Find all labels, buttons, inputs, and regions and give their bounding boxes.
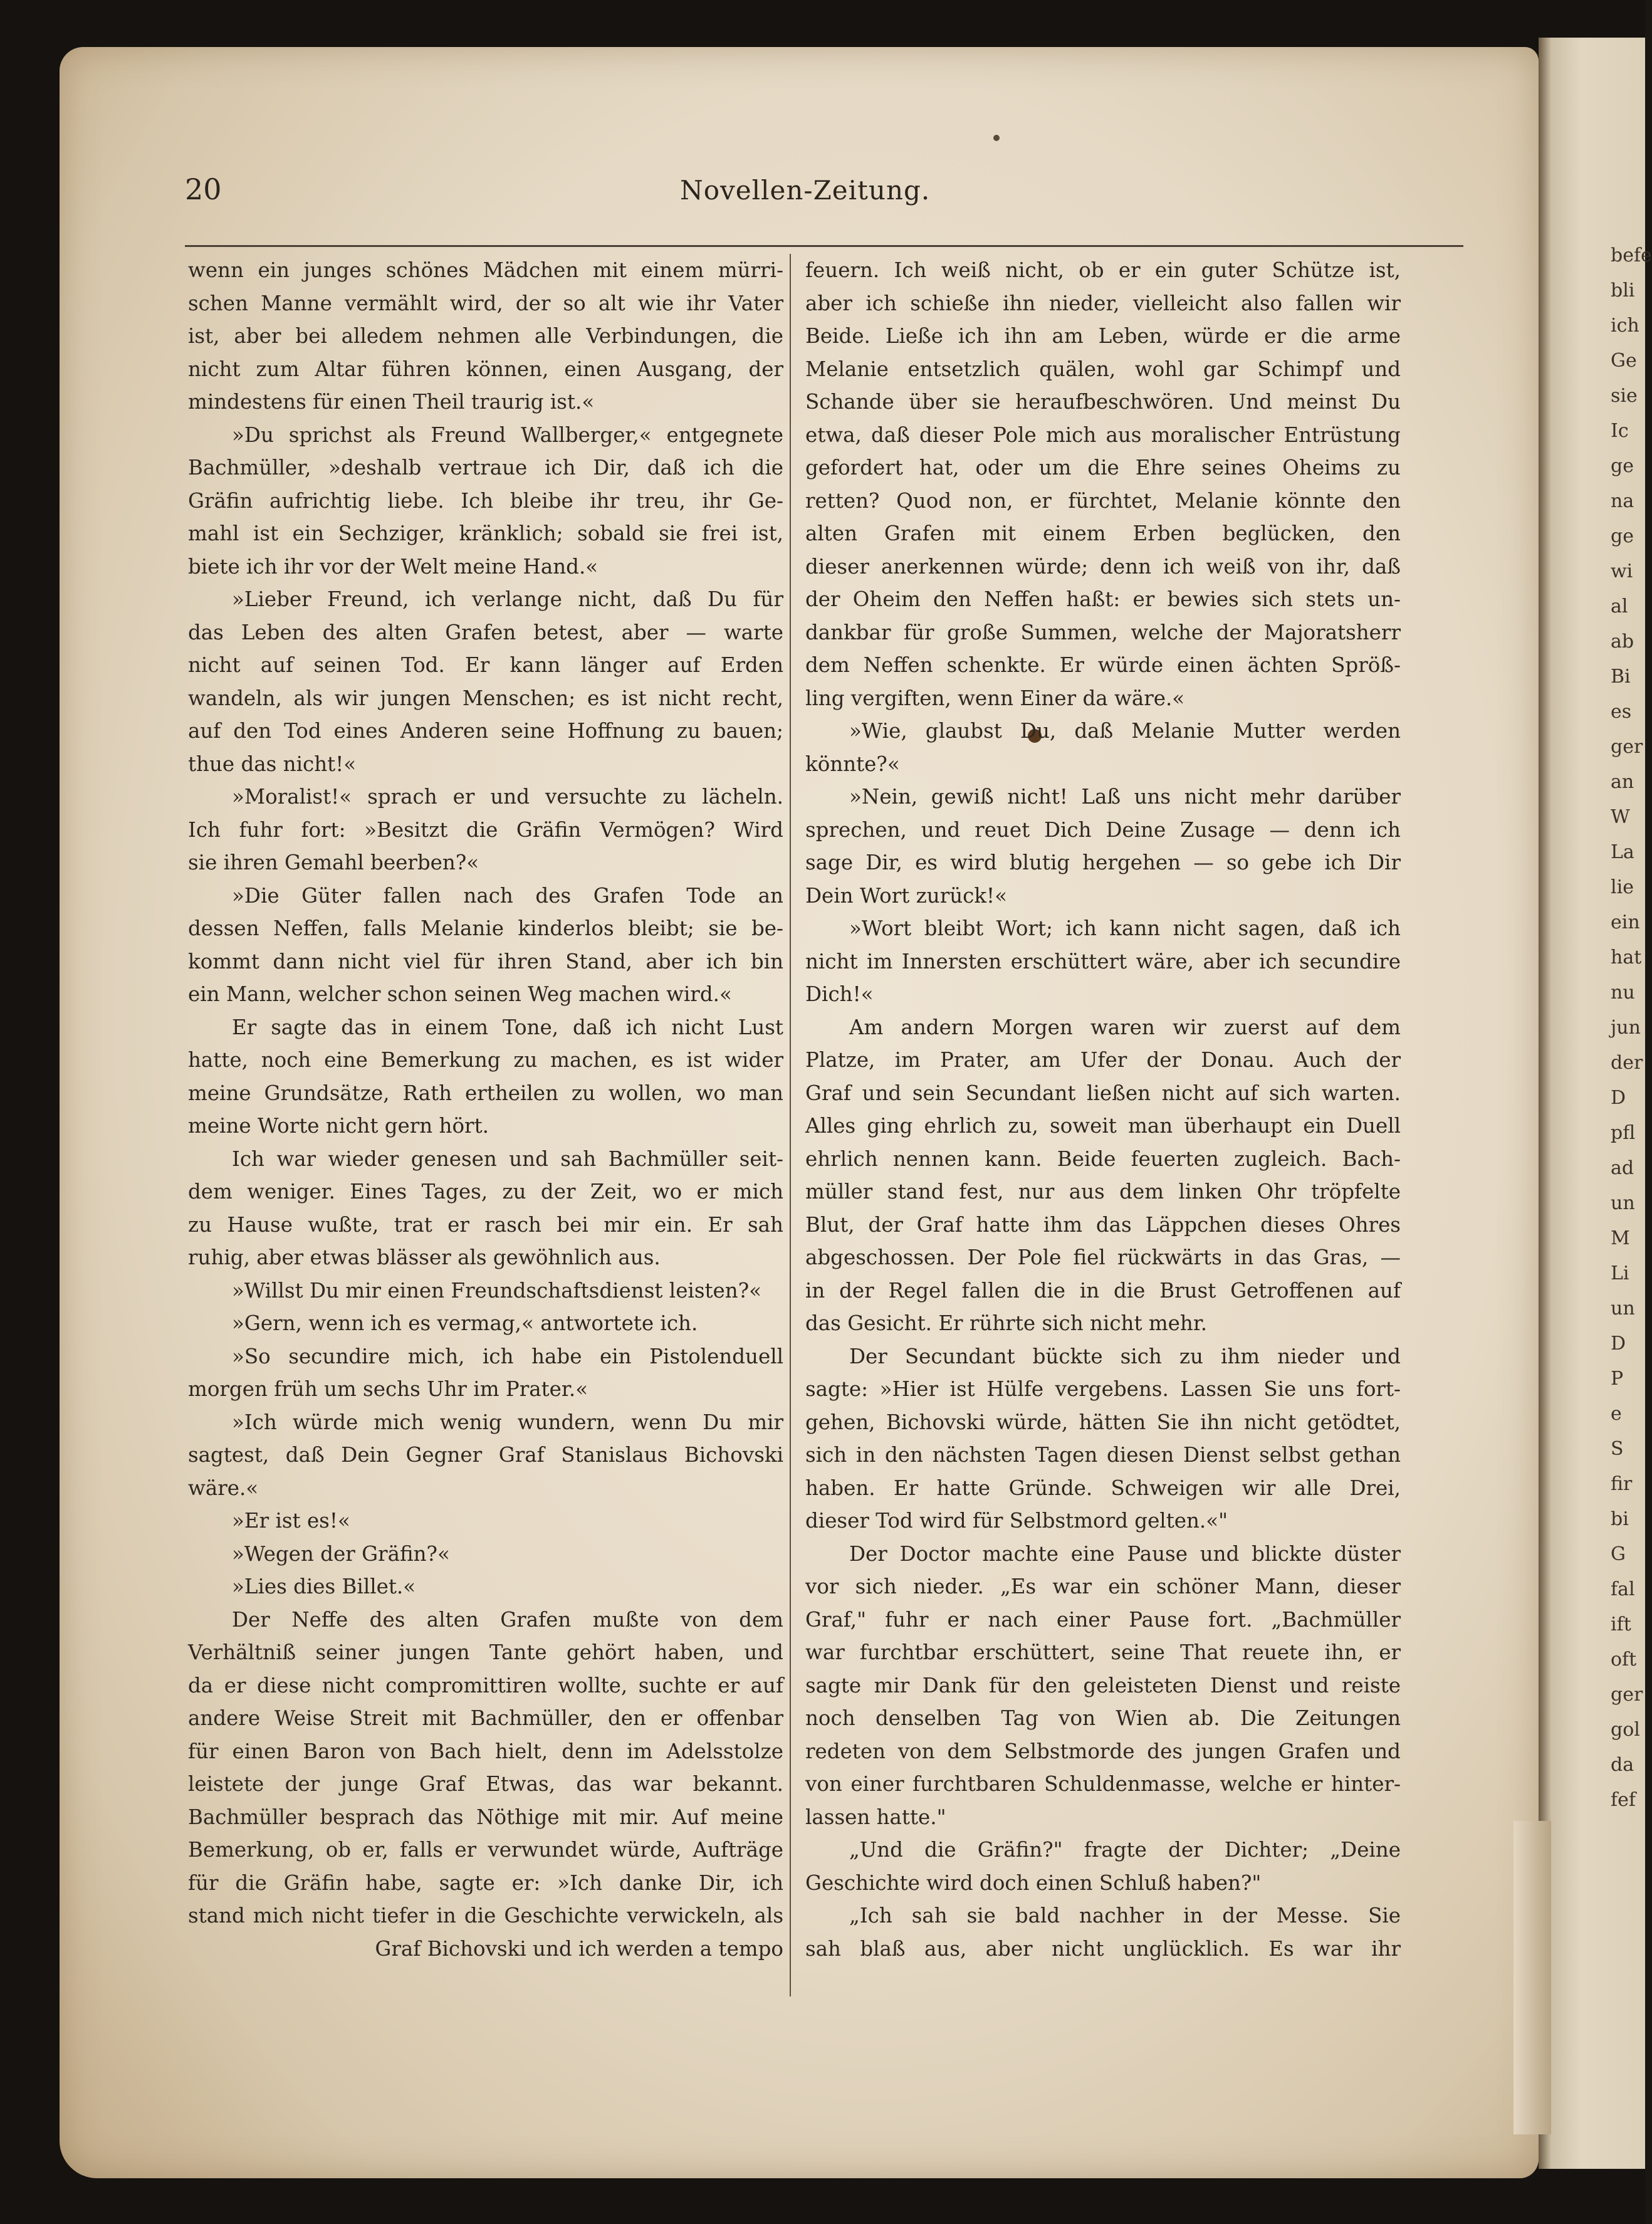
text-line: feuern. Ich weiß nicht, ob er ein guter Schütze ist,	[805, 258, 1401, 282]
text-line: »Willst Du mir einen Freundschaftsdienst leisten?«	[232, 1278, 762, 1303]
facing-page-fragment: e	[1611, 1403, 1622, 1425]
text-line: morgen früh um sechs Uhr im Prater.«	[188, 1377, 588, 1401]
text-line: Er sagte das in einem Tone, daß ich nicht Lust	[232, 1015, 783, 1039]
facing-page-fragment: La	[1611, 841, 1634, 863]
text-line: wenn ein junges schönes Mädchen mit einem mürri-	[188, 258, 783, 282]
text-line: Melanie entsetzlich quälen, wohl gar Schimpf und	[805, 357, 1401, 381]
text-line: meine Worte nicht gern hört.	[188, 1114, 489, 1138]
text-line: Ich war wieder genesen und sah Bachmüller seit-	[232, 1146, 783, 1171]
text-line: mindestens für einen Theil traurig ist.«	[188, 390, 595, 414]
text-line: nicht zum Altar führen können, einen Ausgang, der	[188, 357, 783, 381]
text-line: thue das nicht!«	[188, 752, 357, 776]
left-column	[188, 254, 783, 1965]
text-line: Gräfin aufrichtig liebe. Ich bleibe ihr treu, ihr Ge-	[188, 488, 783, 513]
text-line: dem weniger. Eines Tages, zu der Zeit, wo er mich	[188, 1180, 783, 1204]
text-line: »Die Güter fallen nach des Grafen Tode an	[232, 883, 783, 908]
text-line: kommt dann nicht viel für ihren Stand, aber ich bin	[188, 949, 783, 973]
column-divider	[790, 254, 791, 1996]
text-line: Blut, der Graf hatte ihm das Läppchen dieses Ohres	[805, 1212, 1401, 1237]
text-line: Schande über sie heraufbeschwören. Und meinst Du	[805, 390, 1401, 414]
facing-page-fragment: G	[1611, 1543, 1626, 1565]
text-line: leistete der junge Graf Etwas, das war bekannt.	[188, 1772, 783, 1796]
text-line: Graf," fuhr er nach einer Pause fort. „Bachmüller	[805, 1607, 1401, 1632]
text-line: ruhig, aber etwas blässer als gewöhnlich aus.	[188, 1246, 661, 1269]
facing-page-fragment: P	[1611, 1368, 1624, 1390]
facing-page-fragment: ger	[1611, 736, 1643, 758]
text-line: abgeschossen. Der Pole fiel rückwärts in das Gras, —	[805, 1246, 1401, 1269]
text-line: biete ich ihr vor der Welt meine Hand.«	[188, 554, 599, 579]
facing-page-fragment: bi	[1611, 1508, 1629, 1530]
text-line: Bemerkung, ob er, falls er verwundet würde, Aufträge	[188, 1838, 783, 1862]
text-line: dankbar für große Summen, welche der Majoratsherr	[805, 620, 1401, 644]
text-line: ist, aber bei alledem nehmen alle Verbindungen, die	[188, 324, 783, 348]
text-line: sah blaß aus, aber nicht unglücklich. Es war ihr	[805, 1936, 1401, 1961]
text-line: das Gesicht. Er rührte sich nicht mehr.	[805, 1311, 1208, 1335]
text-line: sage Dir, es wird blutig hergehen — so gebe ich Dir	[805, 851, 1401, 874]
text-line: alten Grafen mit einem Erben beglücken, den	[805, 522, 1401, 545]
text-line: nicht im Innersten erschüttert wäre, aber ich secundire	[805, 949, 1401, 973]
text-line: Platze, im Prater, am Ufer der Donau. Auch der	[805, 1048, 1401, 1072]
text-line: meine Grundsätze, Rath ertheilen zu wollen, wo man	[188, 1081, 783, 1105]
text-line: in der Regel fallen die in die Brust Getroffenen auf	[805, 1278, 1401, 1303]
text-line: Der Secundant bückte sich zu ihm nieder und	[849, 1344, 1401, 1368]
text-line: dieser anerkennen würde; denn ich weiß von ihr, daß	[805, 554, 1401, 579]
facing-page-fragment: sie	[1611, 385, 1638, 407]
facing-page-fragment: befe	[1611, 244, 1652, 266]
text-line: das Leben des alten Grafen betest, aber — warte	[188, 620, 783, 644]
text-line: stand mich nicht tiefer in die Geschichte verwickeln, als	[188, 1904, 783, 1928]
text-line: »Du sprichst als Freund Wallberger,« entgegnete	[232, 422, 783, 447]
text-line: der Oheim den Neffen haßt: er bewies sich stets un-	[805, 587, 1401, 611]
text-line: ling vergiften, wenn Einer da wäre.«	[805, 686, 1185, 710]
text-line: Der Doctor machte eine Pause und blickte düster	[849, 1541, 1401, 1566]
running-title: Novellen-Zeitung.	[680, 175, 931, 206]
facing-page-fragment: ad	[1611, 1157, 1634, 1179]
facing-page-fragment: un	[1611, 1192, 1635, 1214]
facing-page-fragment: ger	[1611, 1684, 1643, 1706]
text-line: »Gern, wenn ich es vermag,« antwortete ich.	[232, 1311, 698, 1335]
text-line: sprechen, und reuet Dich Deine Zusage — denn ich	[805, 817, 1401, 842]
text-line: »So secundire mich, ich habe ein Pistolenduell	[232, 1344, 783, 1368]
text-line: Bachmüller, »deshalb vertraue ich Dir, daß ich die	[188, 456, 783, 480]
facing-page-fragment: nu	[1611, 982, 1635, 1004]
text-line: etwa, daß dieser Pole mich aus moralischer Entrüstung	[805, 422, 1401, 447]
header-rule	[185, 245, 1463, 247]
text-line: gefordert hat, oder um die Ehre seines Oheims zu	[805, 456, 1401, 480]
text-line: Graf und sein Secundant ließen nicht auf sich warten.	[805, 1081, 1401, 1105]
facing-page-fragment: Ic	[1611, 420, 1629, 442]
facing-page-fragment: bli	[1611, 280, 1635, 302]
page-header	[60, 172, 1539, 223]
facing-page-fragment: hat	[1611, 947, 1642, 968]
text-line: wäre.«	[188, 1476, 259, 1500]
text-line: »Wie, glaubst Du, daß Melanie Mutter werden	[849, 719, 1401, 743]
facing-page-fragment: fal	[1611, 1578, 1635, 1600]
facing-page-fragment: al	[1611, 595, 1628, 617]
text-line: »Er ist es!«	[232, 1509, 350, 1533]
text-line: vor sich nieder. „Es war ein schöner Mann, dieser	[805, 1575, 1401, 1598]
text-line: Am andern Morgen waren wir zuerst auf dem	[849, 1015, 1401, 1039]
facing-page-fragment: lie	[1611, 876, 1634, 898]
facing-page-fragment: es	[1611, 701, 1632, 723]
text-line: sagte: »Hier ist Hülfe vergebens. Lassen Sie uns fort-	[805, 1377, 1401, 1401]
book-page	[60, 47, 1539, 2178]
facing-page-fragment: fir	[1611, 1473, 1633, 1495]
text-line: wandeln, als wir jungen Menschen; es ist nicht recht,	[188, 686, 783, 710]
text-line: zu Hause wußte, trat er rasch bei mir ein. Er sah	[188, 1212, 783, 1237]
text-line: für die Gräfin habe, sagte er: »Ich danke Dir, ich	[188, 1870, 783, 1895]
facing-page-fragment: M	[1611, 1227, 1630, 1249]
text-line: dessen Neffen, falls Melanie kinderlos bleibt; sie be-	[188, 916, 783, 940]
text-line: Alles ging ehrlich zu, soweit man überhaupt ein Duell	[805, 1114, 1401, 1138]
text-line: sagte mir Dank für den geleisteten Dienst und reiste	[805, 1673, 1401, 1697]
text-line: Bachmüller besprach das Nöthige mit mir. Auf meine	[188, 1805, 783, 1829]
facing-page-edge	[1539, 38, 1652, 2169]
text-line: „Und die Gräfin?" fragte der Dichter; „Deine	[849, 1838, 1401, 1862]
text-line: hatte, noch eine Bemerkung zu machen, es ist wider	[188, 1048, 783, 1072]
facing-page-fragment: ift	[1611, 1613, 1631, 1635]
text-line: Ich fuhr fort: »Besitzt die Gräfin Vermögen? Wird	[188, 817, 783, 842]
facing-page-fragment: na	[1611, 490, 1634, 512]
facing-page-fragment: an	[1611, 771, 1634, 793]
facing-page-fragment: D	[1611, 1087, 1626, 1109]
text-line: Dich!«	[805, 982, 874, 1006]
text-line: Der Neffe des alten Grafen mußte von dem	[232, 1607, 783, 1632]
text-line: Verhältniß seiner jungen Tante gehört haben, und	[188, 1640, 783, 1664]
facing-page-fragment: der	[1611, 1052, 1643, 1074]
text-line: ein Mann, welcher schon seinen Weg machen wird.«	[188, 982, 732, 1006]
text-line: Beide. Ließe ich ihn am Leben, würde er die arme	[805, 324, 1401, 348]
text-line: „Ich sah sie bald nachher in der Messe. Sie	[849, 1904, 1401, 1928]
text-line: von einer furchtbaren Schuldenmasse, welche er hinter-	[805, 1772, 1401, 1796]
facing-page-fragment: Ge	[1611, 350, 1637, 372]
text-line: für einen Baron von Bach hielt, denn im Adelsstolze	[188, 1739, 783, 1763]
text-line: »Lieber Freund, ich verlange nicht, daß Du für	[232, 587, 783, 611]
text-line: Dein Wort zurück!«	[805, 883, 1008, 908]
facing-page-fragment: ein	[1611, 911, 1640, 933]
torn-edge	[1513, 1821, 1551, 2134]
text-line: haben. Er hatte Gründe. Schweigen wir alle Drei,	[805, 1476, 1401, 1500]
text-line: nicht auf seinen Tod. Er kann länger auf Erden	[188, 653, 783, 677]
facing-page-fragment: un	[1611, 1298, 1635, 1319]
facing-page-fragment: ich	[1611, 315, 1639, 337]
text-line: noch denselben Tag von Wien ab. Die Zeitungen	[805, 1706, 1401, 1730]
text-line: schen Manne vermählt wird, der so alt wie ihr Vater	[188, 291, 783, 315]
text-line: auf den Tod eines Anderen seine Hoffnung zu bauen;	[188, 719, 783, 743]
text-line: dieser Tod wird für Selbstmord gelten.«"	[805, 1509, 1228, 1533]
facing-page-fragment: da	[1611, 1754, 1634, 1776]
text-line: »Ich würde mich wenig wundern, wenn Du mir	[232, 1410, 783, 1434]
text-line: »Nein, gewiß nicht! Laß uns nicht mehr darüber	[849, 785, 1401, 809]
text-line: mahl ist ein Sechziger, kränklich; sobald sie frei ist,	[188, 522, 783, 545]
text-line: andere Weise Streit mit Bachmüller, den er offenbar	[188, 1706, 783, 1730]
facing-page-fragment: W	[1611, 806, 1630, 828]
facing-page-fragment: gol	[1611, 1719, 1640, 1741]
facing-page-fragment: wi	[1611, 560, 1633, 582]
text-line: ehrlich nennen kann. Beide feuerten zugleich. Bach-	[805, 1146, 1401, 1171]
text-line: war furchtbar erschüttert, seine That reuete ihn, er	[805, 1640, 1401, 1664]
text-line: müller stand fest, nur aus dem linken Ohr tröpfelte	[805, 1180, 1401, 1204]
page-number: 20	[185, 172, 222, 206]
facing-page-fragment: pfl	[1611, 1122, 1636, 1144]
text-line: dem Neffen schenkte. Er würde einen ächten Spröß-	[805, 653, 1401, 677]
text-line: aber ich schieße ihn nieder, vielleicht also fallen wir	[805, 291, 1401, 315]
text-line: »Moralist!« sprach er und versuchte zu lächeln.	[232, 785, 783, 809]
text-line: »Wort bleibt Wort; ich kann nicht sagen, daß ich	[849, 916, 1401, 940]
text-line: da er diese nicht compromittiren wollte, suchte er auf	[188, 1673, 783, 1697]
text-line: redeten von dem Selbstmorde des jungen Grafen und	[805, 1739, 1401, 1763]
text-line: »Wegen der Gräfin?«	[232, 1541, 450, 1566]
facing-page-fragment: jun	[1611, 1017, 1641, 1039]
text-line: könnte?«	[805, 752, 900, 776]
facing-page-fragment: Li	[1611, 1262, 1629, 1284]
right-column	[805, 254, 1401, 1965]
facing-page-fragment: D	[1611, 1333, 1626, 1355]
facing-page-fragment: ge	[1611, 525, 1634, 547]
facing-page-fragment: ge	[1611, 455, 1634, 477]
text-line: »Lies dies Billet.«	[232, 1575, 416, 1598]
text-line: sich in den nächsten Tagen diesen Dienst selbst gethan	[805, 1443, 1401, 1467]
text-line: lassen hatte."	[805, 1805, 946, 1829]
text-line: retten? Quod non, er fürchtet, Melanie könnte den	[805, 488, 1401, 513]
facing-page-fragment: oft	[1611, 1649, 1637, 1671]
text-line: sagtest, daß Dein Gegner Graf Stanislaus Bichovski	[188, 1443, 783, 1467]
facing-page-fragment: Bi	[1611, 666, 1631, 688]
text-line: sie ihren Gemahl beerben?«	[188, 851, 479, 874]
facing-page-fragment: ab	[1611, 631, 1634, 653]
text-line: Geschichte wird doch einen Schluß haben?"	[805, 1870, 1262, 1895]
ink-spot	[993, 135, 1000, 141]
facing-page-fragment: S	[1611, 1438, 1624, 1460]
facing-page-fragment: fef	[1611, 1789, 1636, 1811]
text-line: Graf Bichovski und ich werden a tempo	[375, 1936, 783, 1961]
text-line: gehen, Bichovski würde, hätten Sie ihn nicht getödtet,	[805, 1410, 1401, 1434]
